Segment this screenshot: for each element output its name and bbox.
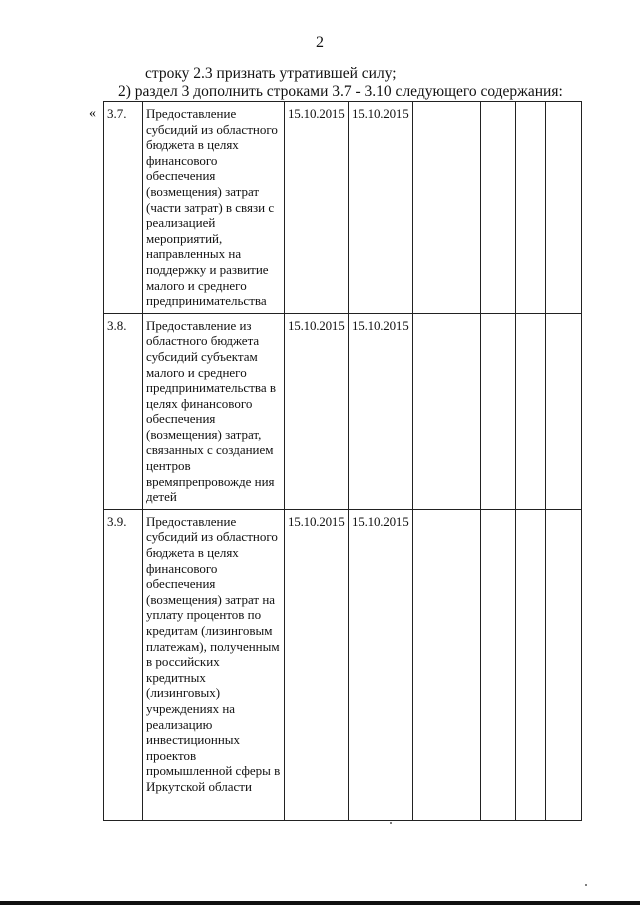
row-date-start: 15.10.2015	[285, 313, 349, 509]
empty-cell	[546, 102, 582, 314]
scan-bottom-edge	[0, 901, 640, 905]
empty-cell	[546, 313, 582, 509]
empty-cell	[481, 313, 516, 509]
table-row	[104, 102, 582, 314]
intro-line-2: 2) раздел 3 дополнить строками 3.7 - 3.10 следующего содержания:	[118, 83, 563, 100]
row-number: 3.9.	[104, 509, 143, 820]
row-date-start: 15.10.2015	[285, 509, 349, 820]
empty-cell	[481, 509, 516, 820]
empty-cell	[413, 509, 481, 820]
row-description: Предоставление субсидий из областного бюджета в целях финансового обеспечения (возмещения) затрат на уплату процентов по кредитам (лизинговым платежам), полученным в российских кредитных (лизинговых) учреждениях на реализацию инвестиционных проектов промышленной сферы в Иркутской области	[143, 509, 285, 820]
empty-cell	[413, 313, 481, 509]
intro-line-1: строку 2.3 признать утратившей силу;	[145, 65, 397, 82]
empty-cell	[516, 313, 546, 509]
table-row	[104, 509, 582, 820]
row-date-end: 15.10.2015	[349, 313, 413, 509]
row-date-end: 15.10.2015	[349, 509, 413, 820]
empty-cell	[516, 102, 546, 314]
row-description: Предоставление из областного бюджета субсидий субъектам малого и среднего предпринимательства в целях финансового обеспечения (возмещения) затрат, связанных с созданием центров времяпрепровожде ния детей	[143, 313, 285, 509]
empty-cell	[413, 102, 481, 314]
row-description: Предоставление субсидий из областного бюджета в целях финансового обеспечения (возмещения) затрат (части затрат) в связи с реализацией мероприятий, направленных на поддержку и развитие малого и среднего предпринимательства	[143, 102, 285, 314]
scan-speck	[390, 822, 392, 824]
empty-cell	[546, 509, 582, 820]
empty-cell	[481, 102, 516, 314]
opening-quote-mark: «	[89, 106, 96, 121]
row-date-end: 15.10.2015	[349, 102, 413, 314]
page-number: 2	[316, 34, 324, 51]
amendment-table	[103, 101, 582, 821]
row-number: 3.7.	[104, 102, 143, 314]
empty-cell	[516, 509, 546, 820]
scan-speck	[585, 884, 587, 886]
table-row	[104, 313, 582, 509]
row-date-start: 15.10.2015	[285, 102, 349, 314]
row-number: 3.8.	[104, 313, 143, 509]
